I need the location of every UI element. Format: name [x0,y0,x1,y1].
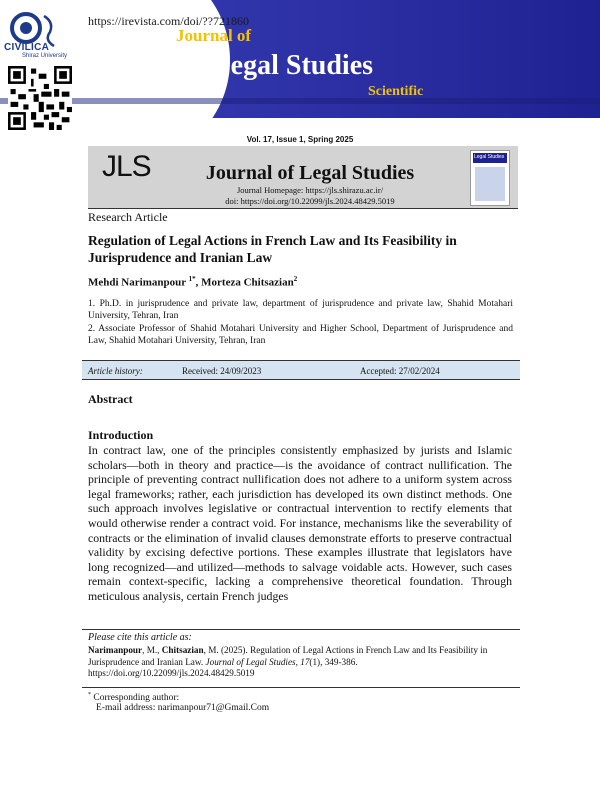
logo-name: CIVILICA [4,42,50,53]
banner-url[interactable]: https://irevista.com/doi/??721860 [88,14,249,28]
citation-body: , M. (2025). Regulation of Legal Actions in French Law and Its Feasibility in Jurisprudence and Iranian Law. [88,645,488,667]
author-2-marker: 2 [293,275,298,283]
journal-cover-thumbnail [470,150,510,206]
volume-issue: Vol. 17, Issue 1, Spring 2025 [246,135,354,144]
qr-code-icon[interactable] [8,66,72,130]
introduction-heading: Introduction [88,428,154,442]
citation-journal: Journal of Legal Studies [205,656,296,667]
article-title: Regulation of Legal Actions in French Law and Its Feasibility in Jurisprudence and Iranian Law [88,233,457,265]
citation-author-1-rest: , M., [142,645,162,655]
citation-text [88,645,513,680]
journal-title: Journal of Legal Studies [205,162,415,184]
accepted-date: Accepted: 27/02/2024 [360,366,440,376]
affiliation-2: 2. Associate Professor of Shahid Motahari University and Higher School, Department of Jurisprudence and Law, Shahid Motahari University, Tehran, Iran [88,324,513,346]
author-line [88,275,297,289]
citation-volume: 17 [300,656,310,667]
abstract-heading: Abstract [88,392,133,406]
introduction-text: In contract law, one of the principles consistently emphasized by jurists and Islamic scholars—both in theory and practice—is the avoidance of contract nullification. The principle of preventing contract nullification does not adhere to a uniform system across legal frameworks; rather, each jurisdiction has developed its own distinct methods. One such approach involves legislative or contractual intervention to rectify elements that would otherwise render a contract void. For instance, mechanisms like the severability of contracts or the elimination of invalid clauses demonstrate efforts to preserve contractual validity by excising defective portions. These examples illustrate that legislators have long recognized—and utilized—methods to salvage voidable acts. However, such cases remain context-specific, lacking a comprehensive theoretical foundation. Through meticulous analysis, certain French judges [88,443,512,603]
journal-homepage[interactable]: Journal Homepage: https://jls.shirazu.ac.ir/ [236,185,384,195]
header-divider [88,208,518,209]
article-history-bar [82,360,520,380]
citation-divider [82,687,520,688]
jls-logo: JLS [102,150,151,183]
author-1-marker: 1* [188,275,196,283]
logo-sub: Shiraz University [22,53,68,59]
author-separator: , [195,276,202,289]
history-label: Article history: [88,366,143,376]
citation-sep: , [295,656,301,667]
journal-banner [0,0,600,118]
citation-label: Please cite this article as: [88,632,192,643]
banner-scientific: Scientific [368,84,424,99]
banner-title: Legal Studies [212,50,374,81]
banner-year: 926 [76,90,91,101]
article-type: Research Article [88,210,168,224]
corresponding-label: Corresponding author: [93,693,180,704]
corresponding-email[interactable]: E-mail address: narimanpour71@Gmail.Com [96,703,270,713]
citation-author-2: Chitsazian [161,645,204,655]
citation-author-1: Narimanpour [88,645,143,655]
corresponding-marker: * [88,692,91,698]
author-1[interactable]: Mehdi Narimanpour [88,276,186,289]
cover-art [475,167,505,201]
affiliation-1: 1. Ph.D. in jurisprudence and private law, department of jurisprudence and private law, Shahid Motahari University, Tehran, Iran [88,299,513,321]
banner-journal-of: Journal of [176,26,252,45]
journal-doi[interactable]: doi: https://doi.org/10.22099/jls.2024.48429.5019 [225,196,395,206]
author-2[interactable]: Morteza Chitsazian [201,276,294,289]
citation-issue-pages: (1), 349-386. [309,656,358,667]
received-date: Received: 24/09/2023 [182,366,262,376]
citation-doi[interactable]: https://doi.org/10.22099/jls.2024.48429.5019 [88,668,255,678]
cover-title: Legal Studies [474,154,505,160]
